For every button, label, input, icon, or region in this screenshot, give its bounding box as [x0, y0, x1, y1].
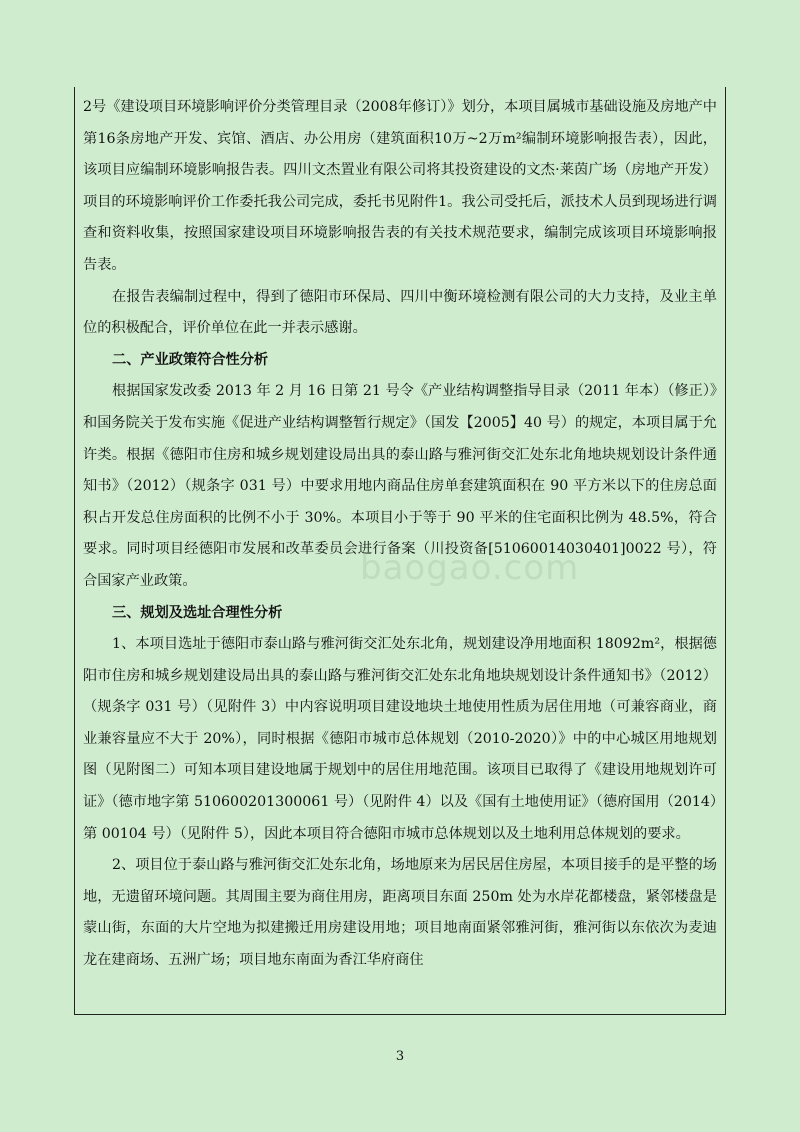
section-heading-industrial-policy: 二、产业政策符合性分析 — [112, 351, 269, 368]
watermark-text: baogao.com — [360, 548, 580, 588]
section-heading-planning-siting: 三、规划及选址合理性分析 — [112, 604, 283, 621]
paragraph-acknowledgement: 在报告表编制过程中，得到了德阳市环保局、四川中衡环境检测有限公司的大力支持，及业主单位的积极配合，评价单位在此一并表示感谢。 — [83, 288, 717, 337]
paragraph-intro: 2号《建设项目环境影响评价分类管理目录（2008年修订）》划分，本项目属城市基础设施及房地产中第16条房地产开发、宾馆、酒店、办公用房（建筑面积10万~2万m²编制环境影响报告表），因此，该项目应编制环境影响报告表。四川文杰置业有限公司将其投资建设的文杰·莱茵广场（房地产开发）项目的环境影响评价工作委托我公司完成，委托书见附件1。我公司受托后，派技术人员到现场进行调查和资料收集，按照国家建设项目环境影响报告表的有关技术规范要求，编制完成该项目环境影响报告表。 — [83, 99, 717, 273]
paragraph-industrial-policy: 根据国家发改委 2013 年 2 月 16 日第 21 号令《产业结构调整指导目录（2011 年本）（修正）》和国务院关于发布实施《促进产业结构调整暂行规定》（国发【2005】40 号）的规定，本项目属于允许类。根据《德阳市住房和城乡规划建设局出具的泰山路与雅河街交汇处东北角地块规划设计条件通知书》（2012）（规条字 031 号）中要求用地内商品住房单套建筑面积在 90 平方米以下的住房总面积占开发总住房面积的比例不小于 30%。本项目小于等于 90 平米的住宅面积比例为 48.5%，符合要求。同时项目经德阳市发展和改革委员会进行备案（川投资备[51060014030401]0022 号），符合国家产业政策。 — [83, 383, 717, 589]
paragraph-planning-2: 2、项目位于泰山路与雅河街交汇处东北角，场地原来为居民居住房屋，本项目接手的是平整的场地，无遗留环境问题。其周围主要为商住用房，距离项目东面 250m 处为水岸花都楼盘，紧邻楼盘是蒙山街，东面的大片空地为拟建搬迁用房建设用地；项目地南面紧邻雅河街，雅河街以东依次为麦迪龙在建商场、五洲广场；项目地东南面为香江华府商住 — [83, 857, 717, 969]
paragraph-planning-1: 1、本项目选址于德阳市泰山路与雅河街交汇处东北角，规划建设净用地面积 18092m²，根据德阳市住房和城乡规划建设局出具的泰山路与雅河街交汇处东北角地块规划设计条件通知书》（2012）（规条字 031 号）（见附件 3）中内容说明项目建设地块土地使用性质为居住用地（可兼容商业，商业兼容量应不大于 20%），同时根据《德阳市城市总体规划（2010-2020）》中的中心城区用地规划图（见附图二）可知本项目建设地属于规划中的居住用地范围。该项目已取得了《建设用地规划许可证》（德市地字第 510600201300061 号）（见附件 4）以及《国有土地使用证》（德府国用（2014）第 00104 号）（见附件 5），因此本项目符合德阳市城市总体规划以及土地利用总体规划的要求。 — [83, 636, 717, 842]
page-number: 3 — [395, 1049, 405, 1064]
